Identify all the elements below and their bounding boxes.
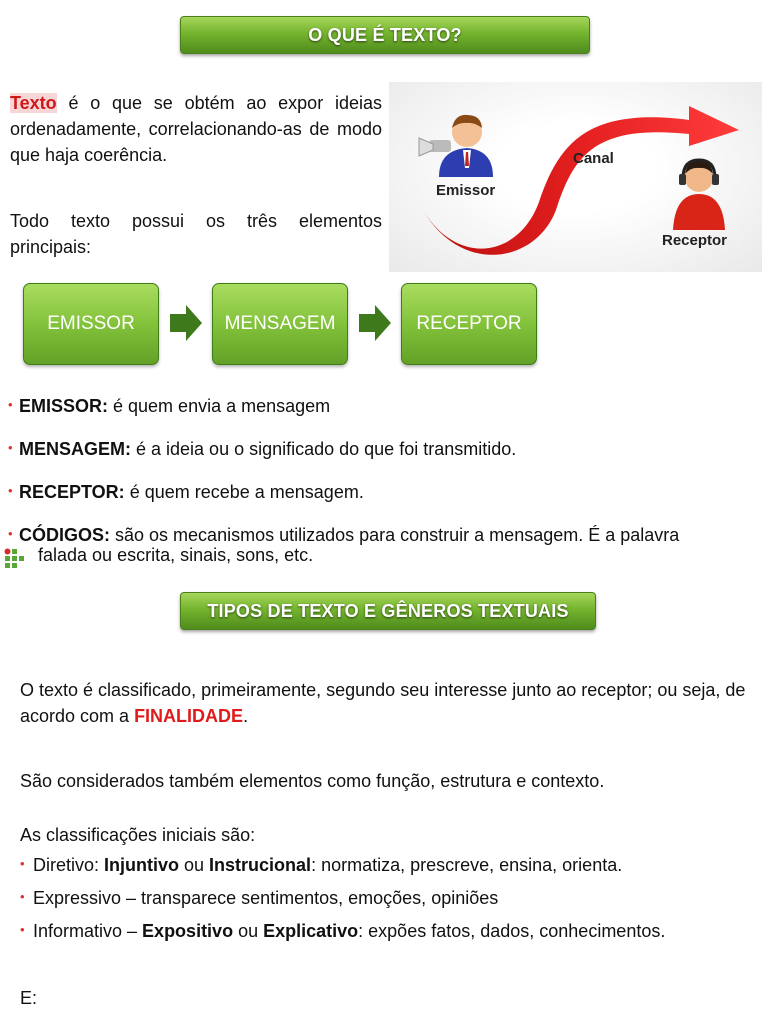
classification-item-expressivo	[20, 888, 498, 909]
emissor-person-icon	[419, 115, 493, 177]
definition-emissor	[8, 394, 758, 417]
section-title-o-que-e-texto: O QUE É TEXTO?	[180, 16, 590, 54]
bullet-icon: •	[8, 397, 13, 412]
initial-classifications-heading: As classificações iniciais são:	[20, 825, 256, 845]
term-texto: Texto	[10, 93, 57, 113]
diagram-label-canal: Canal	[573, 150, 614, 167]
classification-end: .	[243, 706, 249, 726]
classification-paragraph	[20, 677, 760, 729]
classification-item-informativo	[20, 921, 665, 942]
item-term: Explicativo	[263, 921, 359, 941]
item-term: Instrucional	[209, 855, 312, 875]
diagram-label-receptor: Receptor	[662, 232, 728, 249]
definition-text: são os mecanismos utilizados para construir a mensagem. É a palavra	[110, 525, 680, 545]
tail-text: E:	[20, 988, 38, 1008]
intro-text: é o que se obtém ao expor ideias ordenadamente, correlacionando-as de modo que haja coerência.	[10, 93, 382, 165]
diagram-label-emissor: Emissor	[436, 182, 496, 199]
flow-box-receptor: RECEPTOR	[401, 283, 537, 365]
bullet-icon: •	[20, 856, 25, 871]
arrow-right-icon	[170, 305, 202, 341]
item-term: Expositivo	[142, 921, 234, 941]
item-text: Expressivo – transparece sentimentos, emoções, opiniões	[33, 888, 499, 908]
item-text: Diretivo:	[33, 855, 105, 875]
flow-box-emissor: EMISSOR	[23, 283, 159, 365]
section-title-tipos-de-texto: TIPOS DE TEXTO E GÊNEROS TEXTUAIS	[180, 592, 596, 630]
arrow-right-icon	[359, 305, 391, 341]
elements-paragraph: São considerados também elementos como função, estrutura e contexto.	[20, 771, 605, 791]
definition-text: é a ideia ou o significado do que foi transmitido.	[131, 439, 517, 459]
definition-term: CÓDIGOS:	[19, 525, 111, 545]
elements-intro-paragraph: Todo texto possui os três elementos principais:	[10, 211, 382, 257]
classification-text: O texto é classificado, primeiramente, segundo seu interesse junto ao receptor; ou seja, de acordo com a	[20, 680, 746, 726]
definition-text: é quem recebe a mensagem.	[124, 482, 364, 502]
receptor-person-icon	[673, 160, 725, 230]
definition-term: MENSAGEM:	[19, 439, 131, 459]
bullet-icon: •	[8, 483, 13, 498]
definition-codigos	[8, 523, 758, 546]
definition-receptor	[8, 480, 758, 503]
item-text: Informativo –	[33, 921, 143, 941]
institution-logo-icon	[4, 548, 24, 570]
definition-text: é quem envia a mensagem	[108, 396, 331, 416]
flow-box-mensagem: MENSAGEM	[212, 283, 348, 365]
definition-term: EMISSOR:	[19, 396, 109, 416]
finalidade-highlight: FINALIDADE	[134, 706, 244, 726]
intro-paragraph	[10, 90, 382, 168]
item-text: ou	[233, 921, 264, 941]
item-text: ou	[179, 855, 210, 875]
communication-diagram	[389, 82, 762, 272]
item-text: : expões fatos, dados, conhecimentos.	[358, 921, 666, 941]
classification-item-diretivo	[20, 855, 622, 876]
bullet-icon: •	[8, 440, 13, 455]
definition-term: RECEPTOR:	[19, 482, 125, 502]
bullet-icon: •	[20, 922, 25, 937]
definition-mensagem	[8, 437, 758, 460]
bullet-icon: •	[8, 526, 13, 541]
item-text: : normatiza, prescreve, ensina, orienta.	[311, 855, 623, 875]
item-term: Injuntivo	[104, 855, 180, 875]
bullet-icon: •	[20, 889, 25, 904]
definition-codigos-continuation: falada ou escrita, sinais, sons, etc.	[38, 545, 314, 565]
